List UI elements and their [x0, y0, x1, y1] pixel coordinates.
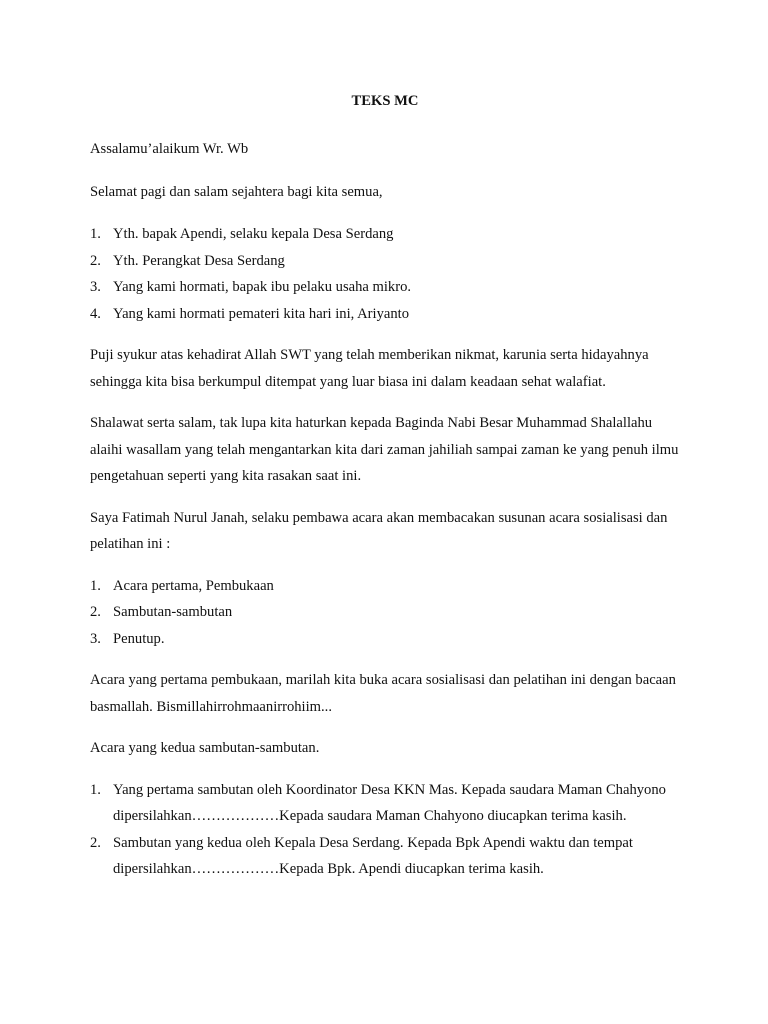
list-number: 2.: [90, 834, 101, 851]
document-page: [90, 88, 680, 898]
list-item: [90, 221, 680, 248]
list-item: [90, 777, 680, 830]
speech-list: [90, 777, 680, 883]
list-number: 3.: [90, 279, 101, 295]
agenda-list: [90, 573, 680, 653]
list-number: 2.: [90, 604, 101, 620]
list-text: Penutup.: [113, 630, 165, 647]
list-item: [90, 573, 680, 600]
document-title: TEKS MC: [351, 93, 419, 109]
list-item: [90, 626, 680, 653]
list-text: Acara pertama, Pembukaan: [113, 577, 274, 594]
list-text: Yang pertama sambutan oleh Koordinator Desa KKN Mas. Kepada saudara Maman Chahyono dipersilahkan………………Kepada saudara Maman Chahyono diucapkan terima kasih.: [113, 781, 666, 824]
list-text: Sambutan yang kedua oleh Kepala Desa Serdang. Kepada Bpk Apendi waktu dan tempat dipersilahkan………………Kepada Bpk. Apendi diucapkan terima kasih.: [113, 834, 633, 877]
list-text: Yth. bapak Apendi, selaku kepala Desa Serdang: [113, 226, 394, 242]
paragraph-pembukaan: Acara yang pertama pembukaan, marilah kita buka acara sosialisasi dan pelatihan ini dengan bacaan basmallah. Bismillahirrohmaanirrohiim...: [90, 672, 676, 715]
paragraph-shalawat: Shalawat serta salam, tak lupa kita haturkan kepada Baginda Nabi Besar Muhammad Shalallahu alaihi wasallam yang telah mengantarkan kita dari zaman jahiliah sampai zaman ke yang penuh ilmu pengetahuan seperti yang kita rasakan saat ini.: [90, 415, 679, 484]
list-item: [90, 248, 680, 275]
list-item: [90, 830, 680, 883]
paragraph-syukur: Puji syukur atas kehadirat Allah SWT yang telah memberikan nikmat, karunia serta hidayahnya sehingga kita bisa berkumpul ditempat yang luar biasa ini dalam keadaan sehat walafiat.: [90, 347, 649, 390]
list-item: [90, 301, 680, 328]
list-number: 2.: [90, 252, 101, 269]
list-number: 1.: [90, 781, 101, 798]
list-text: Yang kami hormati, bapak ibu pelaku usaha mikro.: [113, 279, 412, 295]
greeting-line: Selamat pagi dan salam sejahtera bagi kita semua,: [90, 183, 383, 200]
paragraph-intro: Saya Fatimah Nurul Janah, selaku pembawa acara akan membacakan susunan acara sosialisasi dan pelatihan ini :: [90, 509, 668, 552]
list-number: 1.: [90, 577, 101, 594]
list-text: Sambutan-sambutan: [113, 604, 233, 620]
list-item: [90, 274, 680, 301]
list-number: 1.: [90, 226, 101, 242]
list-text: Yth. Perangkat Desa Serdang: [113, 252, 285, 269]
list-number: 3.: [90, 630, 101, 647]
salam-line: Assalamu’alaikum Wr. Wb: [90, 141, 249, 157]
paragraph-sambutan: Acara yang kedua sambutan-sambutan.: [90, 740, 320, 756]
list-item: [90, 599, 680, 626]
list-number: 4.: [90, 305, 101, 322]
list-text: Yang kami hormati pemateri kita hari ini, Ariyanto: [113, 305, 410, 322]
attendee-list: [90, 221, 680, 327]
